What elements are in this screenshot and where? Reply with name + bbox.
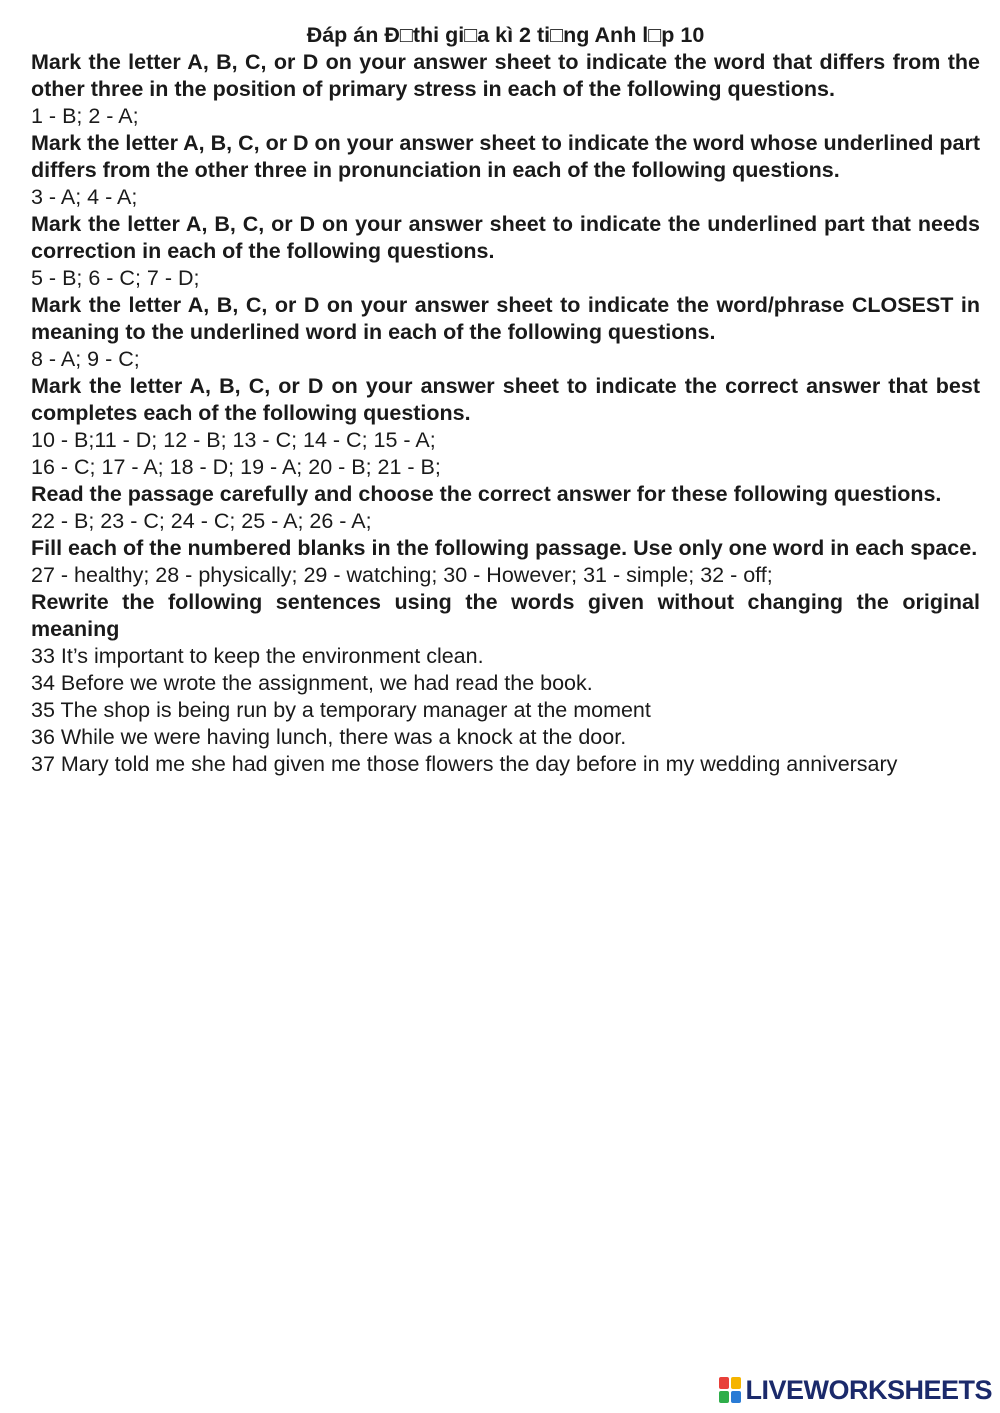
section-2-instruction: Mark the letter A, B, C, or D on your answer sheet to indicate the word whose underlined part differs from the other three in pronunciation in each of the following questions. xyxy=(31,131,980,182)
section-5-answers-line-2: 16 - C; 17 - A; 18 - D; 19 - A; 20 - B; 21 - B; xyxy=(31,455,441,479)
rewrite-answer-37: 37 Mary told me she had given me those flowers the day before in my wedding anniversary xyxy=(31,752,898,776)
section-6-answers: 22 - B; 23 - C; 24 - C; 25 - A; 26 - A; xyxy=(31,509,372,533)
liveworksheets-logo-icon xyxy=(719,1377,741,1403)
page-title: Đáp án Đ□thi gi□a kì 2 ti□ng Anh l□p 10 xyxy=(306,23,705,47)
logo-square-red xyxy=(719,1377,729,1389)
logo-square-green xyxy=(719,1391,729,1403)
logo-text: LIVEWORKSHEETS xyxy=(745,1375,992,1405)
liveworksheets-logo xyxy=(719,1375,992,1405)
section-2-answers: 3 - A; 4 - A; xyxy=(31,185,138,209)
logo-square-yellow xyxy=(731,1377,741,1389)
worksheet-page xyxy=(31,22,980,778)
rewrite-answer-34: 34 Before we wrote the assignment, we had read the book. xyxy=(31,671,593,695)
section-4-instruction: Mark the letter A, B, C, or D on your answer sheet to indicate the word/phrase CLOSEST in meaning to the underlined word in each of the following questions. xyxy=(31,293,980,344)
rewrite-answer-35: 35 The shop is being run by a temporary manager at the moment xyxy=(31,698,651,722)
section-8-instruction: Rewrite the following sentences using the words given without changing the original meaning xyxy=(31,590,980,641)
section-5-instruction: Mark the letter A, B, C, or D on your answer sheet to indicate the correct answer that best completes each of the following questions. xyxy=(31,374,980,425)
section-1-answers: 1 - B; 2 - A; xyxy=(31,104,139,128)
section-6-instruction: Read the passage carefully and choose the correct answer for these following questions. xyxy=(31,482,942,506)
section-3-instruction: Mark the letter A, B, C, or D on your answer sheet to indicate the underlined part that needs correction in each of the following questions. xyxy=(31,212,980,263)
section-7-answers: 27 - healthy; 28 - physically; 29 - watching; 30 - However; 31 - simple; 32 - off; xyxy=(31,563,773,587)
section-3-answers: 5 - B; 6 - C; 7 - D; xyxy=(31,266,200,290)
section-7-instruction: Fill each of the numbered blanks in the following passage. Use only one word in each space. xyxy=(31,536,978,560)
section-1-instruction: Mark the letter A, B, C, or D on your answer sheet to indicate the word that differs from the other three in the position of primary stress in each of the following questions. xyxy=(31,50,980,101)
section-5-answers-line-1: 10 - B;11 - D; 12 - B; 13 - C; 14 - C; 15 - A; xyxy=(31,428,436,452)
rewrite-answer-33: 33 It’s important to keep the environment clean. xyxy=(31,644,484,668)
rewrite-answer-36: 36 While we were having lunch, there was a knock at the door. xyxy=(31,725,627,749)
logo-square-blue xyxy=(731,1391,741,1403)
section-4-answers: 8 - A; 9 - C; xyxy=(31,347,140,371)
